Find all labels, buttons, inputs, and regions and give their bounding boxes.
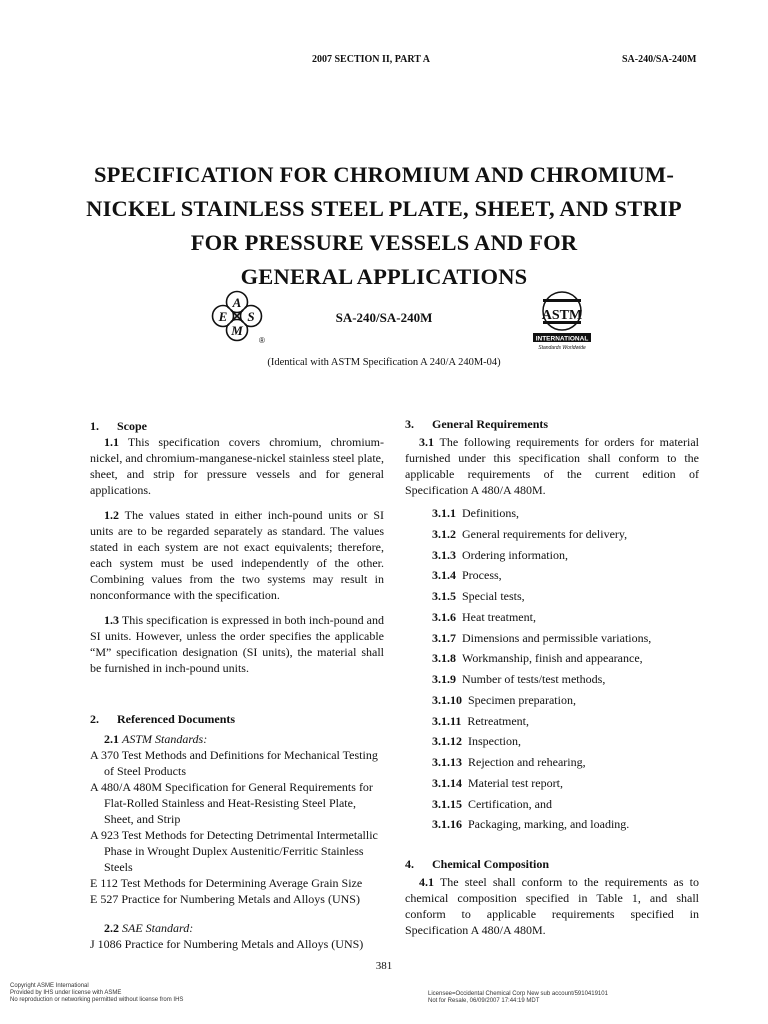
requirement-item: [432, 630, 699, 646]
section-heading-chemical-composition: [405, 856, 699, 872]
astm-tagline: Standards Worldwide: [538, 345, 586, 351]
requirement-item: [432, 547, 699, 563]
section-heading-general-requirements: [405, 416, 699, 432]
subsection-2-1: [90, 731, 384, 747]
requirement-text: Rejection and rehearing,: [468, 755, 586, 769]
section-title: Scope: [117, 419, 147, 433]
requirement-item: [432, 526, 699, 542]
requirements-list: [405, 505, 699, 832]
paragraph-number: 2.1: [104, 732, 119, 746]
requirement-number: 3.1.12: [432, 734, 462, 749]
requirement-text: Process,: [462, 568, 502, 583]
requirement-item: [432, 754, 699, 770]
footer-line: Provided by IHS under license with ASME: [10, 990, 122, 996]
footer-line: Licensee=Occidental Chemical Corp New sub account/5910419101: [428, 991, 608, 997]
section-number: 1.: [90, 419, 99, 433]
asme-letter: A: [232, 295, 242, 310]
running-header-right: SA-240/SA-240M: [622, 54, 697, 65]
paragraph-number: 1.1: [104, 435, 119, 449]
requirement-item: [432, 816, 699, 832]
registered-mark: ®: [259, 336, 265, 345]
paragraph-text: The values stated in either inch-pound units or SI units are to be regarded separately as standard. The values stated in each system are not exact equivalents; therefore, each system must be used independently of the other. Combining values from the two systems may result in nonconformance with the specification.: [90, 508, 384, 602]
requirement-number: 3.1.11: [432, 713, 462, 728]
reference-item: E 527 Practice for Numbering Metals and Alloys (UNS): [90, 892, 360, 906]
requirement-text: Inspection,: [468, 734, 521, 749]
requirement-text: Ordering information,: [462, 547, 568, 562]
paragraph-1-2: [90, 507, 384, 603]
footer-line: Copyright ASME International: [10, 983, 89, 989]
requirement-number: 3.1.14: [432, 775, 462, 790]
paragraph-1-1: [90, 434, 384, 498]
paragraph-number: 4.1: [419, 875, 434, 890]
title-line: FOR PRESSURE VESSELS AND FOR: [190, 230, 578, 255]
paragraph-number: 1.2: [104, 508, 119, 522]
requirement-item: [432, 713, 699, 729]
paragraph-text: This specification is expressed in both inch-pound and SI units. However, unless the order specifies the applicable “M” specification designation (SI units), the material shall be furnished in inch-pound units.: [90, 613, 384, 675]
requirement-item: [432, 588, 699, 604]
reference-item: E 112 Test Methods for Determining Average Grain Size: [90, 876, 363, 890]
astm-band-text: INTERNATIONAL: [535, 335, 589, 343]
requirement-text: Certification, and: [468, 796, 552, 811]
reference-item: J 1086 Practice for Numbering Metals and Alloys (UNS): [90, 937, 364, 951]
requirement-item: [432, 692, 699, 708]
page-number: 381: [375, 960, 393, 972]
section-number: 2.: [90, 712, 99, 726]
requirement-item: [432, 609, 699, 625]
section-title: Chemical Composition: [432, 857, 549, 872]
requirement-item: [432, 650, 699, 666]
requirement-number: 3.1.4: [432, 568, 456, 583]
section-title: Referenced Documents: [117, 712, 236, 726]
requirement-number: 3.1.9: [432, 672, 456, 686]
astm-wordmark: ASTM: [541, 308, 583, 323]
requirement-text: General requirements for delivery,: [462, 526, 628, 541]
requirement-number: 3.1.16: [432, 817, 462, 832]
identical-with-note: (Identical with ASTM Specification A 240/A 240M-04): [267, 357, 501, 368]
requirement-text: Special tests,: [462, 589, 525, 603]
requirement-number: 3.1.2: [432, 526, 456, 541]
requirement-text: Specimen preparation,: [468, 692, 576, 707]
section-heading-referenced-documents: [90, 711, 384, 727]
requirement-item: [432, 733, 699, 749]
footer-left: [10, 983, 183, 1004]
requirement-number: 3.1.7: [432, 630, 456, 645]
footer-right: [428, 991, 608, 1005]
footer-line: No reproduction or networking permitted without license from IHS: [10, 997, 184, 1003]
asme-letter: M: [231, 323, 243, 338]
title-line: SPECIFICATION FOR CHROMIUM AND CHROMIUM-: [93, 162, 675, 187]
paragraph-3-1: [405, 434, 699, 498]
paragraph-1-3: [90, 612, 384, 676]
requirement-number: 3.1.10: [432, 692, 462, 707]
requirement-number: 3.1.15: [432, 796, 462, 811]
section-title: General Requirements: [432, 417, 549, 431]
requirement-item: [432, 796, 699, 812]
requirement-item: [432, 505, 699, 521]
asme-letter: E: [218, 309, 228, 324]
designation: SA-240/SA-240M: [335, 310, 433, 325]
title-line: GENERAL APPLICATIONS: [240, 264, 528, 289]
section-number: 4.: [405, 857, 414, 872]
paragraph-number: 3.1: [419, 435, 434, 449]
reference-item: A 370 Test Methods and Definitions for Mechanical Testing of Steel Products: [90, 748, 378, 778]
requirement-text: Material test report,: [468, 775, 563, 790]
requirement-text: Heat treatment,: [462, 609, 536, 624]
requirement-number: 3.1.5: [432, 589, 456, 603]
requirement-number: 3.1.8: [432, 651, 456, 666]
astm-logo: [532, 290, 592, 352]
left-column: [90, 418, 384, 952]
requirement-text: Workmanship, finish and appearance,: [462, 651, 643, 666]
right-column: [405, 416, 699, 938]
subsection-2-2: [90, 920, 384, 936]
subsection-title: SAE Standard:: [122, 921, 194, 935]
section-number: 3.: [405, 417, 414, 431]
reference-item: A 480/A 480M Specification for General Requirements for Flat-Rolled Stainless and Heat-Resisting Steel Plate, Sheet, and Strip: [90, 780, 373, 826]
requirement-item: [432, 775, 699, 791]
requirement-text: Definitions,: [462, 506, 519, 520]
paragraph-number: 2.2: [104, 921, 119, 935]
asme-letter: S: [247, 309, 255, 324]
title-line: NICKEL STAINLESS STEEL PLATE, SHEET, AND STRIP: [86, 196, 682, 221]
requirement-text: Dimensions and permissible variations,: [462, 630, 652, 645]
reference-item: A 923 Test Methods for Detecting Detrimental Intermetallic Phase in Wrought Duplex Austenitic/Ferritic Stainless Steels: [90, 828, 378, 874]
paragraph-text: The steel shall conform to the requirements as to chemical composition specified in Table 1, and shall conform to applicable requirements specified in Specification A 480/A 480M.: [405, 875, 699, 938]
requirement-number: 3.1.1: [432, 506, 456, 520]
running-header-left: 2007 SECTION II, PART A: [312, 54, 430, 65]
footer-line: Not for Resale, 06/09/2007 17:44:19 MDT: [428, 998, 540, 1004]
subsection-title: ASTM Standards:: [122, 732, 208, 746]
requirement-number: 3.1.13: [432, 755, 462, 769]
requirement-text: Packaging, marking, and loading.: [468, 817, 630, 832]
document-title: [60, 158, 708, 294]
requirement-item: [432, 567, 699, 583]
section-heading-scope: [90, 418, 384, 434]
requirement-item: [432, 671, 699, 687]
paragraph-number: 1.3: [104, 613, 119, 627]
requirement-number: 3.1.6: [432, 609, 456, 624]
requirement-text: Number of tests/test methods,: [462, 672, 606, 686]
paragraph-4-1: [405, 874, 699, 938]
paragraph-text: This specification covers chromium, chromium-nickel, and chromium-manganese-nickel stainless steel plate, sheet, and strip for pressure vessels and for general applications.: [90, 435, 384, 497]
paragraph-text: The following requirements for orders for material furnished under this specification shall conform to the applicable requirements of the current edition of Specification A 480/A 480M.: [405, 435, 699, 497]
requirement-number: 3.1.3: [432, 547, 456, 562]
requirement-text: Retreatment,: [467, 713, 529, 728]
